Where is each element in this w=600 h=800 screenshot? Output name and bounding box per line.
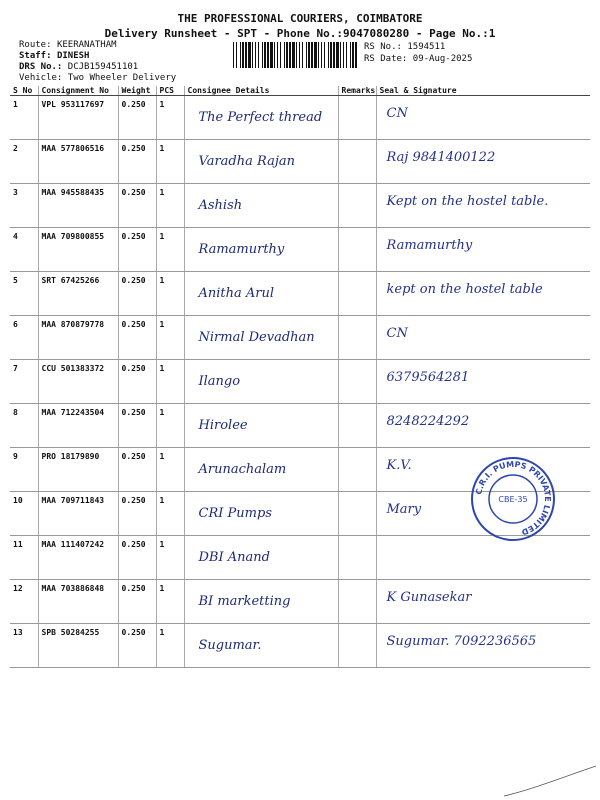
rs-no-line	[364, 42, 445, 52]
seal-cell	[376, 96, 590, 140]
rs-date-value: 09-Aug-2025	[412, 54, 473, 64]
remarks-cell	[338, 228, 376, 272]
barcode-bar	[355, 42, 357, 68]
table-row	[10, 228, 590, 272]
seal-cell	[376, 316, 590, 360]
table-header-row	[10, 86, 590, 96]
handwritten-signature: kept on the hostel table	[386, 282, 543, 297]
col-remarks: Remarks	[338, 86, 376, 96]
sno-cell: 7	[10, 360, 38, 404]
consignment-cell: MAA 577806516	[38, 140, 118, 184]
consignee-cell	[184, 404, 338, 448]
sno-cell: 9	[10, 448, 38, 492]
barcode-bar	[336, 42, 339, 68]
handwritten-consignee: Hirolee	[198, 418, 248, 433]
pcs-cell: 1	[156, 404, 184, 448]
barcode-bar	[284, 42, 285, 68]
barcode-bar	[299, 42, 300, 68]
barcode-bar	[306, 42, 307, 68]
remarks-cell	[338, 492, 376, 536]
weight-cell: 0.250	[118, 536, 156, 580]
remarks-cell	[338, 316, 376, 360]
consignee-cell	[184, 360, 338, 404]
handwritten-consignee: Varadha Rajan	[198, 154, 295, 169]
table-row	[10, 624, 590, 668]
consignee-cell	[184, 492, 338, 536]
weight-cell: 0.250	[118, 580, 156, 624]
vehicle-line	[19, 73, 176, 83]
weight-cell: 0.250	[118, 184, 156, 228]
consignment-cell: SPB 50284255	[38, 624, 118, 668]
barcode-bar	[343, 42, 344, 68]
rs-date-label: RS Date:	[364, 54, 408, 64]
pcs-cell: 1	[156, 492, 184, 536]
stamp-code: CBE-35	[498, 495, 528, 504]
staff-value: DINESH	[56, 51, 90, 61]
col-sno: S No	[10, 86, 38, 96]
barcode-bar	[277, 42, 278, 68]
barcode-bar	[350, 42, 351, 68]
handwritten-consignee: Sugumar.	[198, 638, 262, 653]
barcode-bar	[248, 42, 251, 68]
weight-cell: 0.250	[118, 404, 156, 448]
consignee-cell	[184, 624, 338, 668]
sno-cell: 11	[10, 536, 38, 580]
table-row	[10, 140, 590, 184]
route-line	[19, 40, 117, 50]
barcode-bar	[280, 42, 281, 68]
barcode-bar	[311, 42, 313, 68]
consignee-cell	[184, 448, 338, 492]
remarks-cell	[338, 624, 376, 668]
handwritten-consignee: Ramamurthy	[198, 242, 285, 257]
pcs-cell: 1	[156, 184, 184, 228]
table-row	[10, 96, 590, 140]
sno-cell: 2	[10, 140, 38, 184]
handwritten-signature: Ramamurthy	[386, 238, 473, 253]
consignment-cell: PRO 18179890	[38, 448, 118, 492]
barcode-bar	[286, 42, 288, 68]
pcs-cell: 1	[156, 316, 184, 360]
weight-cell: 0.250	[118, 448, 156, 492]
table-row	[10, 580, 590, 624]
handwritten-signature: Kept on the hostel table.	[386, 194, 549, 209]
col-seal: Seal & Signature	[376, 86, 590, 96]
company-seal-stamp	[470, 456, 556, 542]
table-row	[10, 360, 590, 404]
handwritten-signature: Sugumar. 7092236565	[386, 634, 537, 649]
col-weight: Weight	[118, 86, 156, 96]
handwritten-signature: K Gunasekar	[386, 590, 472, 605]
consignment-cell: SRT 67425266	[38, 272, 118, 316]
col-pcs: PCS	[156, 86, 184, 96]
seal-cell	[376, 272, 590, 316]
pcs-cell: 1	[156, 448, 184, 492]
pcs-cell: 1	[156, 272, 184, 316]
route-label: Route:	[19, 40, 52, 50]
seal-cell	[376, 360, 590, 404]
handwritten-signature: 6379564281	[386, 370, 470, 385]
consignment-cell: MAA 111407242	[38, 536, 118, 580]
seal-cell	[376, 580, 590, 624]
handwritten-consignee: CRI Pumps	[198, 506, 272, 521]
barcode-bar	[240, 42, 241, 68]
weight-cell: 0.250	[118, 272, 156, 316]
barcode-icon	[232, 42, 360, 68]
handwritten-consignee: DBI Anand	[198, 550, 270, 565]
sno-cell: 4	[10, 228, 38, 272]
remarks-cell	[338, 96, 376, 140]
barcode-bar	[352, 42, 354, 68]
barcode-bar	[314, 42, 317, 68]
handwritten-consignee: Arunachalam	[198, 462, 287, 477]
remarks-cell	[338, 272, 376, 316]
consignee-cell	[184, 580, 338, 624]
seal-cell	[376, 140, 590, 184]
handwritten-signature: K.V.	[386, 458, 412, 473]
consignee-cell	[184, 140, 338, 184]
col-consignment: Consignment No	[38, 86, 118, 96]
barcode-bar	[330, 42, 332, 68]
rs-date-line	[364, 54, 472, 64]
barcode-bar	[255, 42, 256, 68]
remarks-cell	[338, 448, 376, 492]
pcs-cell: 1	[156, 228, 184, 272]
barcode-bar	[292, 42, 295, 68]
weight-cell: 0.250	[118, 360, 156, 404]
pcs-cell: 1	[156, 140, 184, 184]
table-row	[10, 404, 590, 448]
rs-no-value: 1594511	[407, 42, 446, 52]
table-row	[10, 272, 590, 316]
barcode-bar	[262, 42, 263, 68]
drs-line	[19, 62, 138, 72]
handwritten-signature: CN	[386, 326, 408, 341]
barcode-bar	[321, 42, 322, 68]
sno-cell: 1	[10, 96, 38, 140]
consignee-cell	[184, 536, 338, 580]
barcode-bar	[340, 42, 341, 68]
consignee-cell	[184, 184, 338, 228]
consignment-cell: CCU 501383372	[38, 360, 118, 404]
consignee-cell	[184, 96, 338, 140]
consignment-cell: MAA 703886848	[38, 580, 118, 624]
sno-cell: 12	[10, 580, 38, 624]
sno-cell: 10	[10, 492, 38, 536]
barcode-bar	[333, 42, 335, 68]
col-consignee: Consignee Details	[184, 86, 338, 96]
runsheet-subtitle: Delivery Runsheet - SPT - Phone No.:9047080280 - Page No.:1	[104, 27, 496, 40]
handwritten-signature: Raj 9841400122	[386, 150, 496, 165]
barcode-bar	[270, 42, 273, 68]
consignment-cell: MAA 870879778	[38, 316, 118, 360]
barcode-bar	[242, 42, 244, 68]
sno-cell: 3	[10, 184, 38, 228]
barcode-bar	[328, 42, 329, 68]
runsheet-table	[10, 86, 590, 668]
barcode-bar	[264, 42, 266, 68]
table-row	[10, 184, 590, 228]
rs-no-label: RS No.:	[364, 42, 402, 52]
barcode-bar	[346, 42, 347, 68]
sno-cell: 6	[10, 316, 38, 360]
handwritten-consignee: Ilango	[198, 374, 241, 389]
pen-stroke	[500, 760, 600, 800]
consignee-cell	[184, 272, 338, 316]
company-title: THE PROFESSIONAL COURIERS, COIMBATORE	[177, 12, 423, 25]
barcode-bar	[289, 42, 291, 68]
barcode-bar	[258, 42, 259, 68]
vehicle-label: Vehicle:	[19, 73, 63, 83]
handwritten-signature: CN	[386, 106, 408, 121]
remarks-cell	[338, 140, 376, 184]
pcs-cell: 1	[156, 96, 184, 140]
barcode-bar	[245, 42, 247, 68]
handwritten-consignee: Anitha Arul	[198, 286, 275, 301]
barcode-bar	[267, 42, 269, 68]
remarks-cell	[338, 184, 376, 228]
remarks-cell	[338, 360, 376, 404]
barcode-bar	[302, 42, 303, 68]
barcode-bar	[308, 42, 310, 68]
seal-cell	[376, 404, 590, 448]
table-row	[10, 536, 590, 580]
table-row	[10, 316, 590, 360]
handwritten-consignee: Ashish	[198, 198, 243, 213]
seal-cell	[376, 184, 590, 228]
drs-label: DRS No.:	[19, 62, 63, 72]
pcs-cell: 1	[156, 536, 184, 580]
remarks-cell	[338, 404, 376, 448]
handwritten-consignee: Nirmal Devadhan	[198, 330, 315, 345]
consignee-cell	[184, 316, 338, 360]
pcs-cell: 1	[156, 360, 184, 404]
weight-cell: 0.250	[118, 492, 156, 536]
handwritten-signature: 8248224292	[386, 414, 470, 429]
seal-cell	[376, 536, 590, 580]
pcs-cell: 1	[156, 580, 184, 624]
barcode-bar	[274, 42, 275, 68]
staff-label: Staff:	[19, 51, 52, 61]
barcode-bar	[296, 42, 297, 68]
consignment-cell: MAA 709800855	[38, 228, 118, 272]
sno-cell: 5	[10, 272, 38, 316]
drs-value: DCJB159451101	[67, 62, 139, 72]
staff-line	[19, 51, 89, 61]
handwritten-consignee: The Perfect thread	[198, 110, 323, 125]
stamp-text: C.R.I. PUMPS PRIVATE LIMITED	[474, 459, 553, 537]
consignee-cell	[184, 228, 338, 272]
vehicle-value: Two Wheeler Delivery	[67, 73, 177, 83]
barcode-bar	[233, 42, 234, 68]
handwritten-signature: Mary	[386, 502, 422, 517]
pcs-cell: 1	[156, 624, 184, 668]
barcode-bar	[252, 42, 253, 68]
weight-cell: 0.250	[118, 140, 156, 184]
sno-cell: 8	[10, 404, 38, 448]
handwritten-consignee: BI marketting	[198, 594, 291, 609]
remarks-cell	[338, 580, 376, 624]
barcode-bar	[324, 42, 325, 68]
seal-cell	[376, 624, 590, 668]
weight-cell: 0.250	[118, 316, 156, 360]
consignment-cell: MAA 709711843	[38, 492, 118, 536]
barcode-bar	[318, 42, 319, 68]
consignment-cell: MAA 712243504	[38, 404, 118, 448]
route-value: KEERANATHAM	[56, 40, 117, 50]
consignment-cell: MAA 945588435	[38, 184, 118, 228]
weight-cell: 0.250	[118, 96, 156, 140]
weight-cell: 0.250	[118, 624, 156, 668]
seal-cell	[376, 228, 590, 272]
barcode-bar	[236, 42, 237, 68]
sno-cell: 13	[10, 624, 38, 668]
consignment-cell: VPL 953117697	[38, 96, 118, 140]
weight-cell: 0.250	[118, 228, 156, 272]
remarks-cell	[338, 536, 376, 580]
